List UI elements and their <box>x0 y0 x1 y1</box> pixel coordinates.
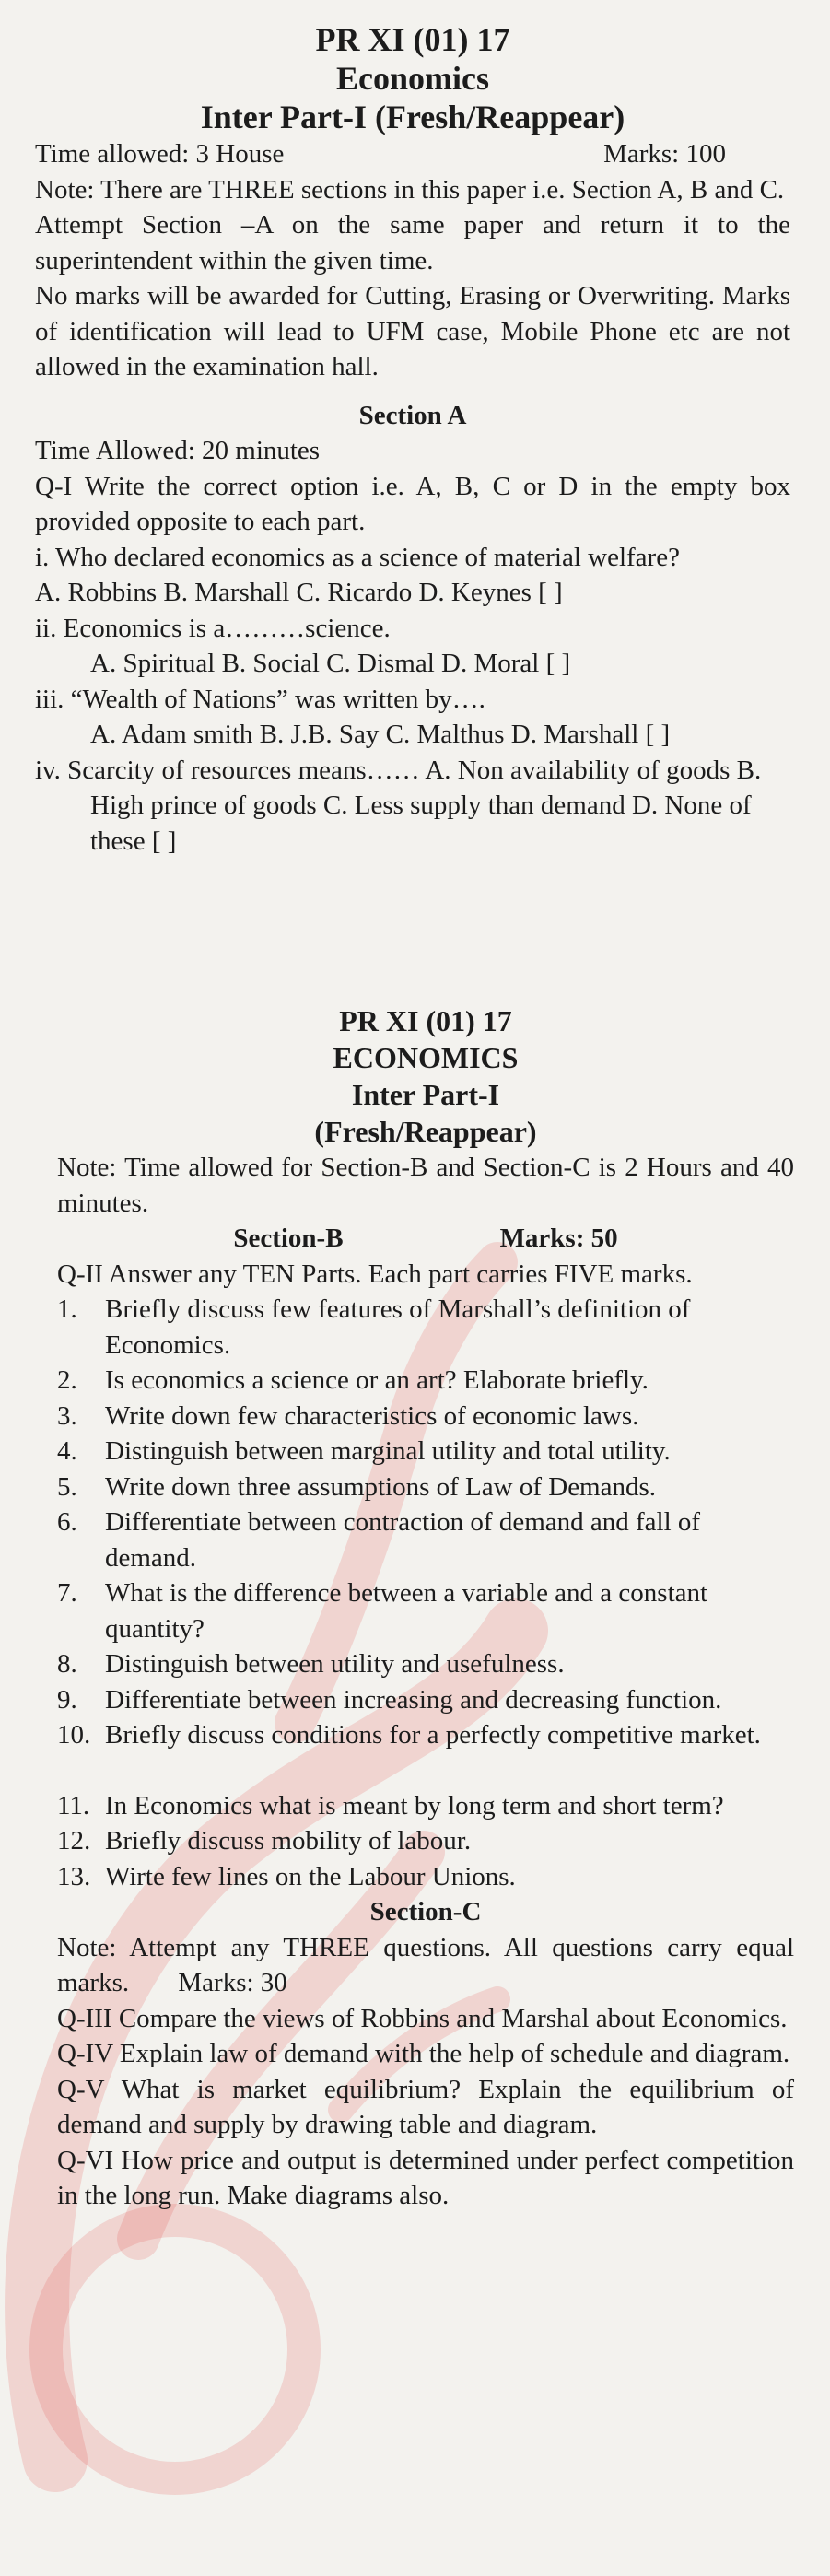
section-a-heading: Section A <box>358 400 467 430</box>
mcq-1-question: i. Who declared economics as a science of material welfare? <box>35 542 680 572</box>
section-c-note: Note: Attempt any THREE questions. All questions carry equal marks. Marks: 30 <box>57 1932 794 1997</box>
section-a-instruction: Q-I Write the correct option i.e. A, B, C or D in the empty box provided opposite to each part. <box>35 471 790 536</box>
question-3: Q-III Compare the views of Robbins and Marshal about Economics. <box>57 2003 788 2033</box>
list-item: 8. Distinguish between utility and usefulness. <box>57 1649 565 1679</box>
section-a-time: Time Allowed: 20 minutes <box>35 436 321 465</box>
mcq-2-question: ii. Economics is a………science. <box>35 613 391 643</box>
question-4: Q-IV Explain law of demand with the help of schedule and diagram. <box>57 2039 790 2068</box>
list-item: 5. Write down three assumptions of Law of Demands. <box>57 1471 657 1502</box>
section-b-heading: Section-B <box>233 1224 344 1253</box>
general-note: Note: There are THREE sections in this paper i.e. Section A, B and C. <box>35 174 785 205</box>
section-c-heading: Section-C <box>369 1897 482 1926</box>
time-allowed: Time allowed: 3 House <box>35 139 285 169</box>
section-b-marks: Marks: 50 <box>499 1224 618 1253</box>
list-item: 9. Differentiate between increasing and decreasing function. <box>57 1684 722 1715</box>
list-item: 7. What is the difference between a variable and a constant quantity? <box>57 1578 708 1644</box>
list-item: 13. Wirte few lines on the Labour Unions. <box>57 1861 516 1891</box>
part-one <box>35 20 790 859</box>
mcq-3-options: A. Adam smith B. J.B. Say C. Malthus D. Marshall [ ] <box>90 720 671 749</box>
subject-title: Economics <box>336 60 489 97</box>
paper-code: PR XI (01) 17 <box>315 21 510 58</box>
total-marks: Marks: 100 <box>603 139 726 169</box>
mcq-4-question: iv. Scarcity of resources means…… A. Non availability of goods B. High prince of goods C. Less supply than demand D. None of these [ ] <box>35 755 762 856</box>
mcq-2-options: A. Spiritual B. Social C. Dismal D. Moral [ ] <box>90 649 571 678</box>
list-item: 3. Write down few characteristics of economic laws. <box>57 1400 639 1431</box>
time-marks-row <box>35 136 790 172</box>
question-5: Q-V What is market equilibrium? Explain the equilibrium of demand and supply by drawing table and diagram. <box>57 2074 794 2139</box>
exam-title-2: Inter Part-I <box>351 1078 500 1111</box>
list-item: 10. Briefly discuss conditions for a perfectly competitive market. <box>57 1720 761 1750</box>
section-b-instruction: Q-II Answer any TEN Parts. Each part carries FIVE marks. <box>57 1259 693 1289</box>
section-c-marks: Marks: 30 <box>178 1968 287 1997</box>
list-item: 1. Briefly discuss few features of Marshall’s definition of Economics. <box>57 1294 691 1360</box>
page-break-spacer <box>57 1753 794 1788</box>
list-item: 6. Differentiate between contraction of demand and fall of demand. <box>57 1507 701 1573</box>
attempt-note: Attempt Section –A on the same paper and return it to the superintendent within the given time. <box>35 210 790 275</box>
section-b-heading-row <box>57 1221 794 1257</box>
question-6: Q-VI How price and output is determined under perfect competition in the long run. Make diagrams also. <box>57 2145 794 2210</box>
mcq-3-question: iii. “Wealth of Nations” was written by…. <box>35 684 485 714</box>
list-item: 4. Distinguish between marginal utility and total utility. <box>57 1436 671 1466</box>
warning-note: No marks will be awarded for Cutting, Erasing or Overwriting. Marks of identification will lead to UFM case, Mobile Phone etc are not allowed in the examination hall. <box>35 281 790 381</box>
mcq-1-options: A. Robbins B. Marshall C. Ricardo D. Keynes [ ] <box>35 578 563 607</box>
exam-title: Inter Part-I (Fresh/Reappear) <box>200 99 625 135</box>
part-two <box>57 1002 794 2214</box>
list-item: 12. Briefly discuss mobility of labour. <box>57 1826 472 1856</box>
exam-type-2: (Fresh/Reappear) <box>314 1115 537 1148</box>
section-b-list <box>57 1292 794 1894</box>
subject-title-2: ECONOMICS <box>333 1041 519 1074</box>
paper-code-2: PR XI (01) 17 <box>339 1004 512 1037</box>
list-item: 11. In Economics what is meant by long term and short term? <box>57 1790 724 1821</box>
time-note-2: Note: Time allowed for Section-B and Section-C is 2 Hours and 40 minutes. <box>57 1153 794 1218</box>
list-item: 2. Is economics a science or an art? Elaborate briefly. <box>57 1365 649 1395</box>
